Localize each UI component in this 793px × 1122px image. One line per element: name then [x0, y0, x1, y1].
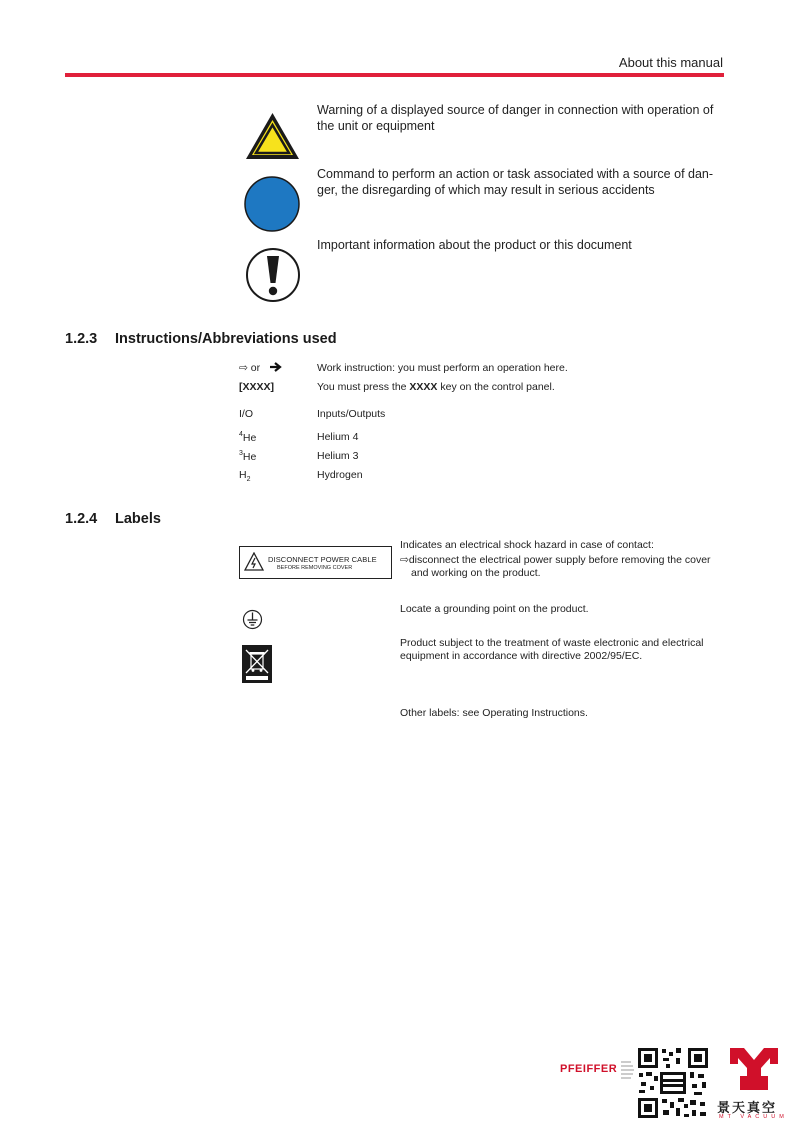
- warning-triangle-icon: [244, 110, 301, 162]
- mt-vacuum-logo: [728, 1046, 780, 1092]
- shock-hazard-instruction: ⇨disconnect the electrical power supply before removing the cover and working on the product.: [400, 554, 711, 579]
- disconnect-power-label: [239, 546, 392, 579]
- hydrogen-text: Hydrogen: [317, 469, 363, 481]
- pfeiffer-logo: PFEIFFER: [560, 1063, 618, 1075]
- solid-arrow-icon: [269, 362, 283, 372]
- blue-command-circle-icon: [243, 175, 301, 233]
- work-instruction-key: ⇨ or: [239, 362, 283, 374]
- command-symbol-description: Command to perform an action or task associated with a source of dan-ger, the disregarding of which may result in serious accidents: [317, 167, 714, 197]
- hollow-arrow-icon: ⇨: [400, 554, 409, 566]
- helium3-text: Helium 3: [317, 450, 359, 462]
- section-title: Labels: [115, 511, 161, 527]
- grounding-text: Locate a grounding point on the product.: [400, 603, 589, 615]
- exclamation-circle-icon: [244, 246, 302, 304]
- shock-hazard-icon: [244, 552, 264, 571]
- section-number: 1.2.4: [65, 511, 98, 527]
- warning-symbol-description: Warning of a displayed source of danger in connection with operation of the unit or equipment: [317, 103, 714, 133]
- hollow-arrow-icon: ⇨: [239, 362, 248, 374]
- helium4-key: $^4$He: [239, 431, 257, 444]
- work-instruction-text: Work instruction: you must perform an operation here.: [317, 362, 568, 374]
- section-heading-labels: [65, 511, 161, 527]
- qr-code-icon: [636, 1046, 710, 1120]
- key-press-key: [XXXX]: [239, 381, 275, 393]
- shock-hazard-intro: Indicates an electrical shock hazard in case of contact:: [400, 539, 654, 551]
- weee-text: Product subject to the treatment of waste electronic and electrical equipment in accordance with directive 2002/95/EC.: [400, 637, 704, 662]
- company-name-chinese: 景天真空: [717, 1100, 778, 1115]
- helium3-key: $^3$He: [239, 450, 257, 463]
- company-name-english: MT VACUUM: [719, 1114, 788, 1120]
- label-line-1: DISCONNECT POWER CABLE: [268, 555, 377, 564]
- section-heading-abbreviations: [65, 331, 337, 347]
- page-header-title: About this manual: [618, 55, 723, 70]
- section-number: 1.2.3: [65, 331, 98, 347]
- info-symbol-description: Important information about the product or this document: [317, 238, 632, 252]
- pfeiffer-lines-icon: [621, 1058, 635, 1080]
- io-key: I/O: [239, 408, 254, 420]
- weee-crossed-bin-icon: [242, 645, 272, 683]
- label-line-2: BEFORE REMOVING COVER: [277, 565, 353, 571]
- hydrogen-key: $H_2$: [239, 469, 251, 483]
- key-press-text: You must press the XXXX key on the control panel.: [317, 381, 555, 393]
- header-divider: [65, 73, 724, 77]
- helium4-text: Helium 4: [317, 431, 359, 443]
- grounding-icon: [242, 609, 263, 630]
- other-labels-text: Other labels: see Operating Instructions.: [400, 707, 588, 719]
- io-text: Inputs/Outputs: [317, 408, 386, 420]
- section-title: Instructions/Abbreviations used: [115, 331, 337, 347]
